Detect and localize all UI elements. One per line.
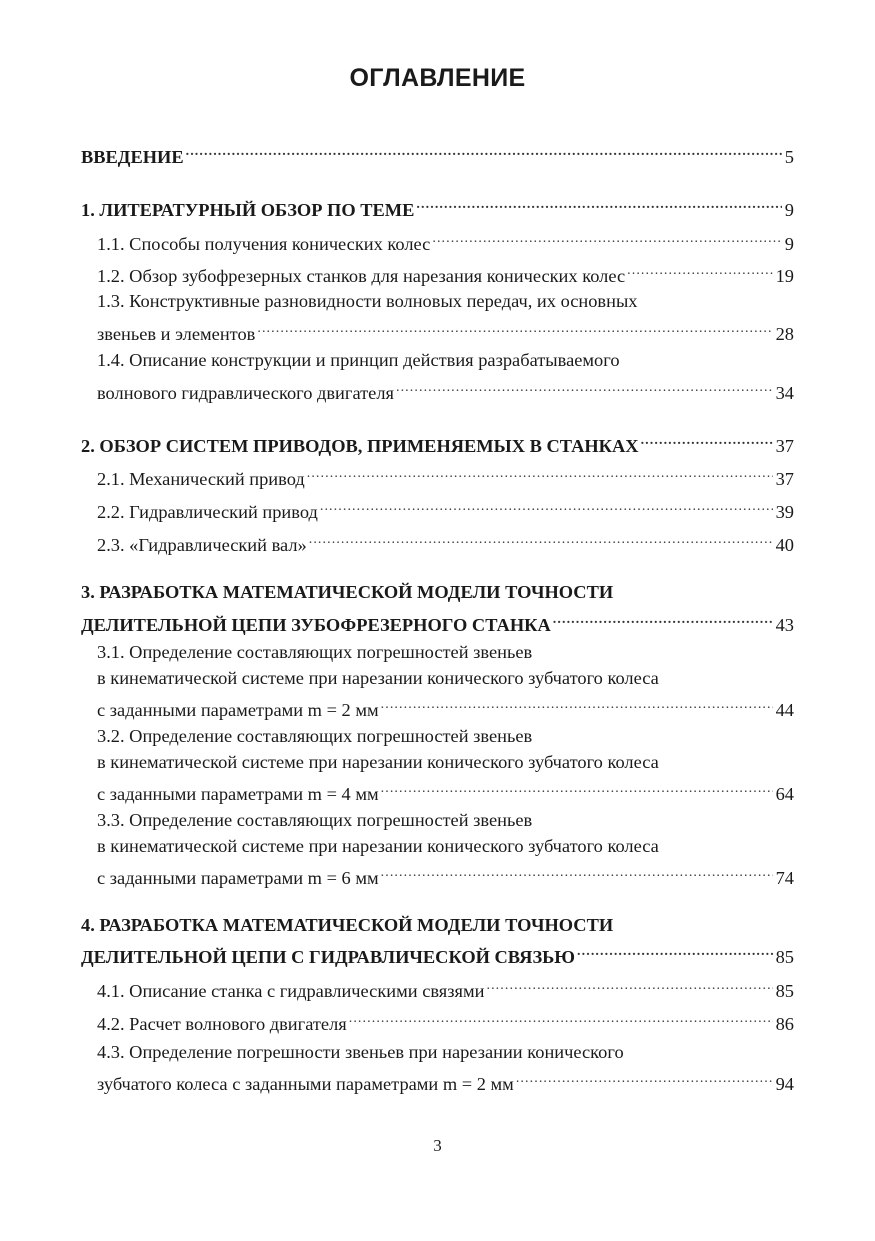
toc-entry-label: 1.4. Описание конструкции и принцип действия разрабатываемого <box>97 350 620 370</box>
toc-entry-3-2-line3[interactable] <box>97 774 794 804</box>
toc-entry-3-1-line2[interactable] <box>97 665 794 691</box>
dot-leader <box>307 459 773 485</box>
toc-entry-label: с заданными параметрами m = 2 мм <box>97 700 379 720</box>
toc-entry-label: 4. РАЗРАБОТКА МАТЕМАТИЧЕСКОЙ МОДЕЛИ ТОЧНОСТИ <box>81 915 614 935</box>
toc-page-number: 74 <box>775 868 794 888</box>
toc-entry-section-3-line2[interactable] <box>81 605 794 635</box>
toc-entry-label: 1. ЛИТЕРАТУРНЫЙ ОБЗОР ПО ТЕМЕ <box>81 200 415 220</box>
toc-page-number: 9 <box>784 200 794 220</box>
toc-page-number: 5 <box>784 147 794 167</box>
toc-entry-label: с заданными параметрами m = 6 мм <box>97 868 379 888</box>
toc-entry-1-2[interactable] <box>97 256 794 286</box>
toc-entry-3-1-line3[interactable] <box>97 690 794 720</box>
toc-entry-label: 1.2. Обзор зубофрезерных станков для нарезания конических колес <box>97 266 626 286</box>
dot-leader <box>257 314 772 340</box>
toc-page-number: 86 <box>775 1014 794 1034</box>
dot-leader <box>416 190 781 216</box>
dot-leader <box>553 605 773 631</box>
toc-entry-2-2[interactable] <box>97 492 794 522</box>
toc-entry-2-1[interactable] <box>97 459 794 489</box>
toc-entry-label: 1.3. Конструктивные разновидности волновых передач, их основных <box>97 291 638 311</box>
toc-entry-label: звеньев и элементов <box>97 324 256 344</box>
toc-entry-label: ДЕЛИТЕЛЬНОЙ ЦЕПИ С ГИДРАВЛИЧЕСКОЙ СВЯЗЬЮ <box>81 947 576 967</box>
dot-leader <box>627 256 772 282</box>
toc-entry-label: 2.2. Гидравлический привод <box>97 502 318 522</box>
toc-entry-label: 2.3. «Гидравлический вал» <box>97 535 307 555</box>
toc-entry-label: 1.1. Способы получения конических колес <box>97 234 431 254</box>
dot-leader <box>381 858 773 884</box>
dot-leader <box>432 224 781 250</box>
toc-page-number: 28 <box>775 324 794 344</box>
toc-entry-intro[interactable] <box>81 137 794 167</box>
toc-entry-4-3-line1[interactable] <box>97 1039 794 1065</box>
toc-entry-3-3-line3[interactable] <box>97 858 794 888</box>
toc-page-number: 19 <box>775 266 794 286</box>
toc-entry-4-2[interactable] <box>97 1004 794 1034</box>
toc-page-number: 85 <box>775 947 794 967</box>
toc-entry-1-3-line1[interactable] <box>97 288 794 314</box>
toc-page-number: 43 <box>775 615 794 635</box>
dot-leader <box>381 774 773 800</box>
dot-leader <box>641 426 773 452</box>
toc-entry-label: 3.3. Определение составляющих погрешностей звеньев <box>97 810 533 830</box>
toc-entry-3-1-line1[interactable] <box>97 639 794 665</box>
toc-entry-label: 4.3. Определение погрешности звеньев при нарезании конического <box>97 1042 624 1062</box>
toc-entry-label: 3.1. Определение составляющих погрешностей звеньев <box>97 642 533 662</box>
dot-leader <box>516 1064 773 1090</box>
toc-page-number: 9 <box>784 234 794 254</box>
toc-entry-label: волнового гидравлического двигателя <box>97 383 394 403</box>
toc-entry-section-4-line2[interactable] <box>81 937 794 967</box>
toc-entry-label: 4.1. Описание станка с гидравлическими связями <box>97 981 485 1001</box>
toc-entry-section-3-line1[interactable] <box>81 579 794 605</box>
toc-entry-3-3-line2[interactable] <box>97 833 794 859</box>
toc-entry-section-4-line1[interactable] <box>81 912 794 938</box>
dot-leader <box>309 525 773 551</box>
toc-page-number: 34 <box>775 383 794 403</box>
toc-entry-1-4-line1[interactable] <box>97 347 794 373</box>
dot-leader <box>486 971 772 997</box>
toc-page-number: 64 <box>775 784 794 804</box>
dot-leader <box>381 690 773 716</box>
toc-entry-4-1[interactable] <box>97 971 794 1001</box>
toc-page-number: 40 <box>775 535 794 555</box>
toc-entry-1-3-line2[interactable] <box>97 314 794 344</box>
toc-entry-label: в кинематической системе при нарезании конического зубчатого колеса <box>97 752 659 772</box>
toc-page-number: 37 <box>775 469 794 489</box>
page-title: ОГЛАВЛЕНИЕ <box>349 64 526 92</box>
toc-entry-label: ВВЕДЕНИЕ <box>81 147 184 167</box>
toc-entry-3-2-line2[interactable] <box>97 749 794 775</box>
toc-entry-label: в кинематической системе при нарезании конического зубчатого колеса <box>97 836 659 856</box>
toc-entry-2-3[interactable] <box>97 525 794 555</box>
toc-entry-1-1[interactable] <box>97 224 794 254</box>
toc-entry-label: в кинематической системе при нарезании конического зубчатого колеса <box>97 668 659 688</box>
toc-entry-label: 3. РАЗРАБОТКА МАТЕМАТИЧЕСКОЙ МОДЕЛИ ТОЧНОСТИ <box>81 582 614 602</box>
toc-entry-label: 2. ОБЗОР СИСТЕМ ПРИВОДОВ, ПРИМЕНЯЕМЫХ В СТАНКАХ <box>81 436 639 456</box>
toc-page-number: 85 <box>775 981 794 1001</box>
dot-leader <box>349 1004 773 1030</box>
toc-entry-1-4-line2[interactable] <box>97 373 794 403</box>
toc-entry-4-3-line2[interactable] <box>97 1064 794 1094</box>
toc-page-number: 94 <box>775 1074 794 1094</box>
toc-page-number: 39 <box>775 502 794 522</box>
dot-leader <box>577 937 773 963</box>
toc-page-number: 37 <box>775 436 794 456</box>
dot-leader <box>186 137 782 163</box>
toc-entry-section-1[interactable] <box>81 190 794 220</box>
toc-entry-label: зубчатого колеса с заданными параметрами m = 2 мм <box>97 1074 514 1094</box>
toc-entry-label: 3.2. Определение составляющих погрешностей звеньев <box>97 726 533 746</box>
toc-entry-label: ДЕЛИТЕЛЬНОЙ ЦЕПИ ЗУБОФРЕЗЕРНОГО СТАНКА <box>81 615 551 635</box>
toc-entry-label: 2.1. Механический привод <box>97 469 305 489</box>
dot-leader <box>396 373 773 399</box>
toc-entry-3-2-line1[interactable] <box>97 723 794 749</box>
toc-entry-3-3-line1[interactable] <box>97 807 794 833</box>
toc-page-number: 44 <box>775 700 794 720</box>
dot-leader <box>320 492 773 518</box>
page-number: 3 <box>433 1136 442 1155</box>
toc-entry-label: с заданными параметрами m = 4 мм <box>97 784 379 804</box>
toc-entry-section-2[interactable] <box>81 426 794 456</box>
toc-entry-label: 4.2. Расчет волнового двигателя <box>97 1014 347 1034</box>
